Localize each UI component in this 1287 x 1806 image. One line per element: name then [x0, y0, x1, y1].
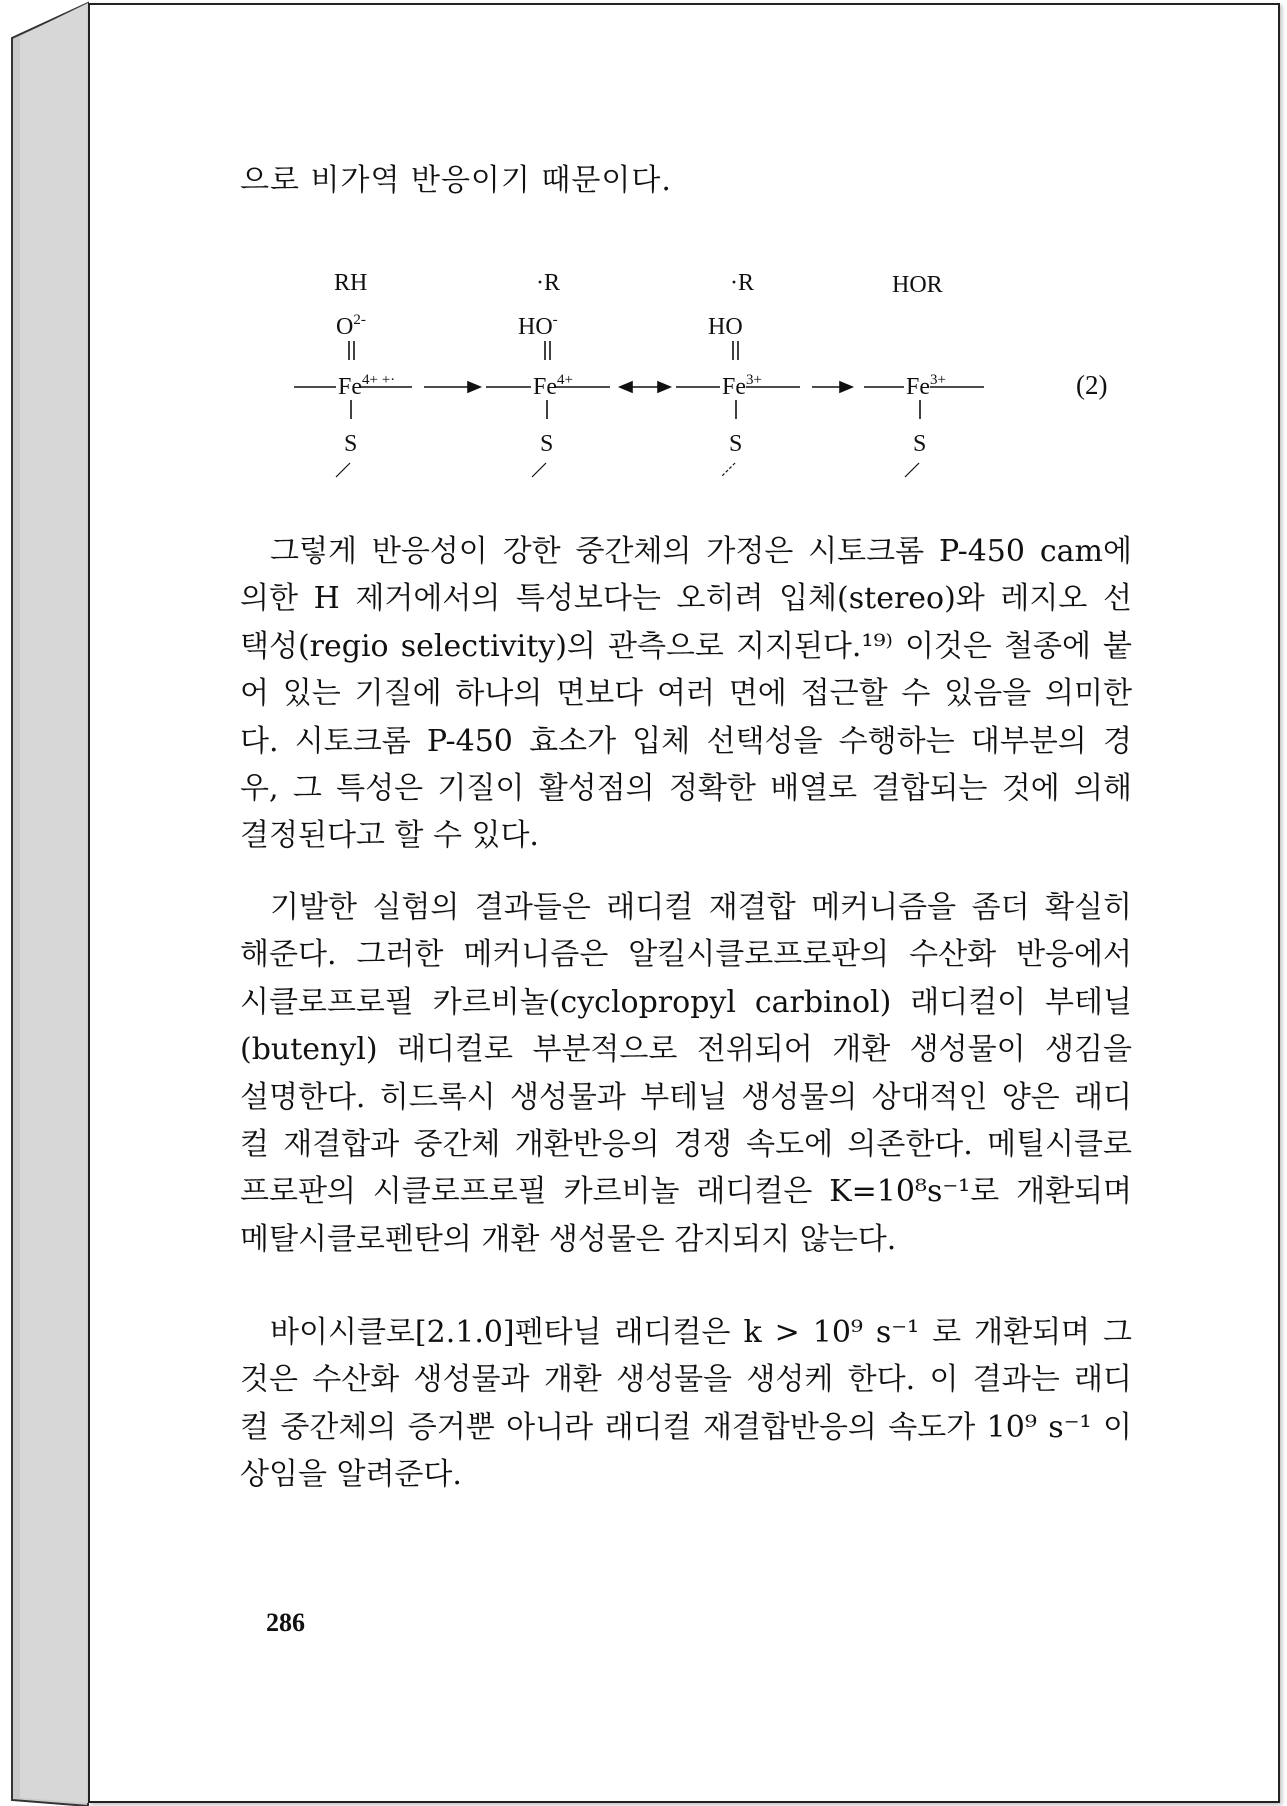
text-line: 다. 시토크롬 P-450 효소가 입체 선택성을 수행하는 대부분의 경 — [240, 723, 1132, 759]
species-3-metal: $Fe^{3+}$ — [722, 372, 762, 400]
reaction-scheme — [0, 0, 1287, 500]
cysteine-bonds — [336, 463, 919, 477]
species-1-ligand: $O^{2-}$ — [336, 312, 366, 340]
species-2-sulfur: S — [540, 431, 554, 457]
text-line: 결정된다고 할 수 있다. — [240, 818, 539, 854]
species-1-metal: $Fe^{4+ +\cdot}$ — [338, 372, 396, 400]
species-4-metal: $Fe^{3+}$ — [906, 372, 946, 400]
species-2-metal: $Fe^{4+}$ — [533, 372, 573, 400]
species-3-top: ·R — [730, 270, 754, 296]
text-line: 택성(regio selectivity)의 관측으로 지지된다.¹⁹⁾ 이것은 철종에 붙 — [240, 628, 1132, 664]
species-1-top: RH — [334, 270, 368, 296]
species-3-sulfur: S — [729, 431, 743, 457]
page-number: 286 — [266, 1608, 305, 1637]
species-4-top: HOR — [892, 272, 943, 298]
species-2-top: ·R — [536, 270, 560, 296]
text-line: 의한 H 제거에서의 특성보다는 오히려 입체(stereo)와 레지오 선 — [240, 581, 1132, 617]
paragraph-3 — [240, 1309, 1132, 1499]
text-line: 것은 수산화 생성물과 개환 생성물을 생성케 한다. 이 결과는 래디 — [240, 1362, 1132, 1398]
species-2-ligand: HO- — [518, 312, 558, 340]
single-bonds — [351, 400, 920, 419]
text-line: 상임을 알려준다. — [240, 1457, 462, 1493]
text-line: 메탈시클로펜탄의 개환 생성물은 감지되지 않는다. — [240, 1221, 897, 1257]
species-4-sulfur: S — [913, 431, 927, 457]
text-line: (butenyl) 래디컬로 부분적으로 전위되어 개환 생성물이 생김을 — [240, 1032, 1132, 1068]
text-line: 컬 재결합과 중간체 개환반응의 경쟁 속도에 의존한다. 메틸시클로 — [240, 1127, 1132, 1163]
species-1-sulfur: S — [344, 431, 358, 457]
text-line: 설명한다. 히드록시 생성물과 부테닐 생성물의 상대적인 양은 래디 — [240, 1079, 1132, 1115]
paragraph-1 — [240, 528, 1132, 860]
text-line: 시클로프로필 카르비놀(cyclopropyl carbinol) 래디컬이 부테닐 — [240, 984, 1132, 1020]
text-line: 그렇게 반응성이 강한 중간체의 가정은 시토크롬 P-450 cam에 — [270, 534, 1132, 569]
text-line: 바이시클로[2.1.0]펜타닐 래디컬은 k > 10⁹ s⁻¹ 로 개환되며 그 — [270, 1315, 1132, 1350]
text-line: 프로판의 시클로프로필 카르비놀 래디컬은 K=10⁸s⁻¹로 개환되며 — [240, 1174, 1132, 1210]
species-3-ligand: HO — [708, 314, 743, 340]
top-line: 으로 비가역 반응이기 때문이다. — [240, 163, 672, 198]
text-line: 어 있는 기질에 하나의 면보다 여러 면에 접근할 수 있음을 의미한 — [240, 676, 1132, 712]
paragraph-2 — [240, 884, 1132, 1263]
text-line: 컬 중간체의 증거뿐 아니라 래디컬 재결합반응의 속도가 10⁹ s⁻¹ 이 — [240, 1409, 1132, 1445]
text-line: 해준다. 그러한 메커니즘은 알킬시클로프로판의 수산화 반응에서 — [240, 937, 1132, 973]
text-line: 우, 그 특성은 기질이 활성점의 정확한 배열로 결합되는 것에 의해 — [240, 771, 1132, 807]
double-bonds — [349, 341, 738, 360]
text-line: 기발한 실험의 결과들은 래디컬 재결합 메커니즘을 좀더 확실히 — [270, 890, 1132, 925]
equation-number: (2) — [1076, 370, 1108, 400]
